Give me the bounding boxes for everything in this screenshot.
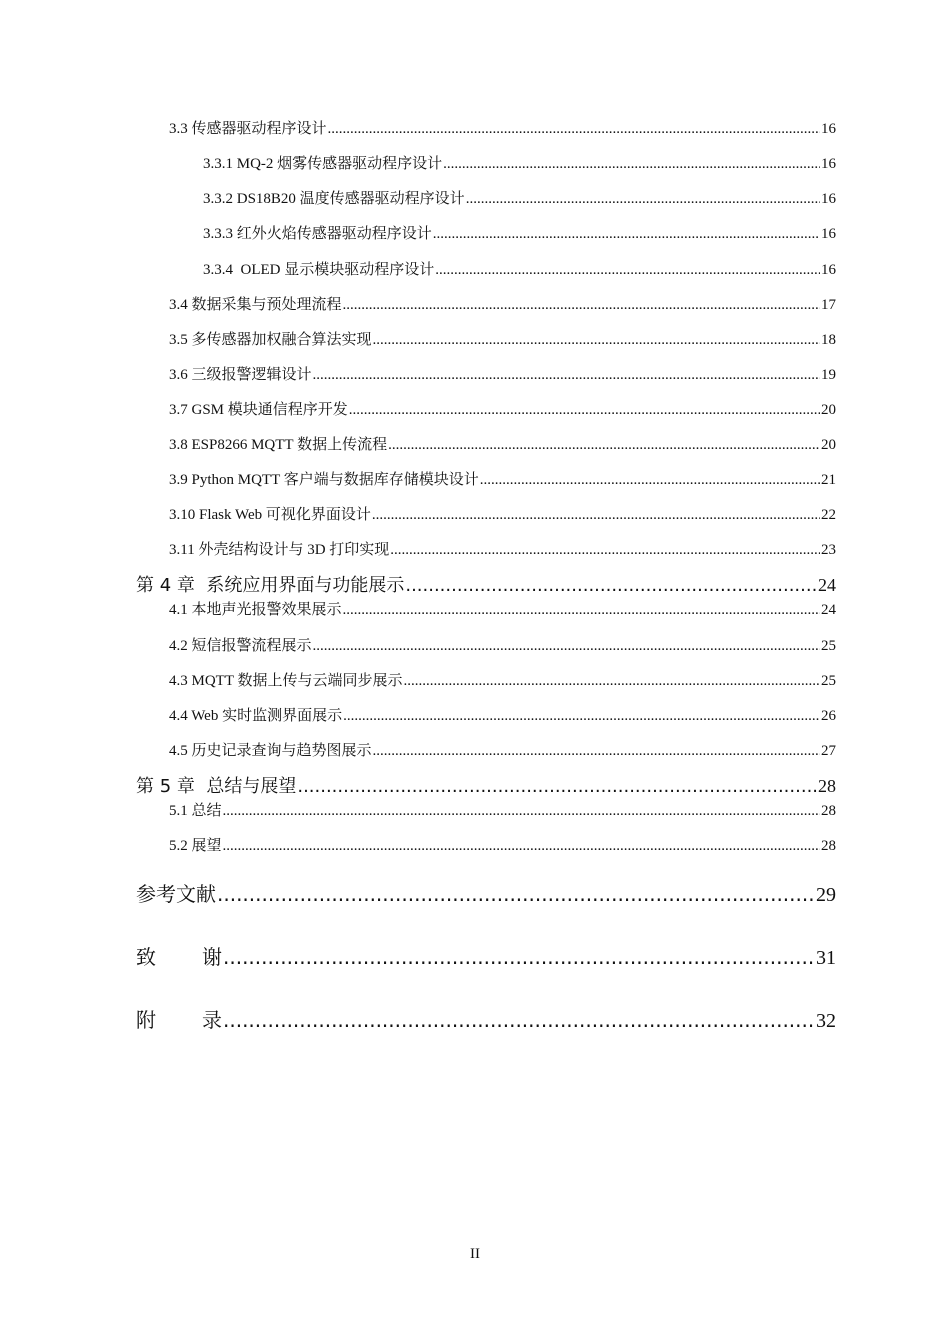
toc-leader [466, 191, 820, 208]
toc-leader [373, 332, 820, 349]
toc-label: 4.3 MQTT 数据上传与云端同步展示 [169, 673, 403, 689]
toc-page: 21 [821, 472, 836, 488]
toc-section-label [136, 941, 222, 970]
toc-leader [388, 437, 820, 454]
toc-page: 24 [821, 602, 836, 618]
toc-label: 3.3.4 OLED 显示模块驱动程序设计 [203, 262, 435, 278]
toc-entry-5-2[interactable] [169, 834, 836, 855]
toc-leader [223, 1008, 815, 1032]
toc-entry-3-3-4[interactable] [203, 258, 836, 279]
toc-page: 16 [821, 121, 836, 137]
toc-label: 5.2 展望 [169, 838, 222, 854]
toc-label: 3.3.2 DS18B20 温度传感器驱动程序设计 [203, 191, 465, 207]
toc-label: 4.1 本地声光报警效果展示 [169, 602, 342, 618]
toc-leader [223, 838, 820, 855]
toc-label: 5.1 总结 [169, 803, 222, 819]
toc-entry-3-11[interactable] [169, 538, 836, 559]
toc-page: 32 [816, 1010, 836, 1032]
toc-label: 4.4 Web 实时监测界面展示 [169, 708, 343, 724]
toc-label-char-2: 谢 [202, 945, 222, 969]
toc-page: 27 [821, 743, 836, 759]
toc-page: 25 [821, 638, 836, 654]
toc-page: 16 [821, 191, 836, 207]
toc-chapter-label: 第 4 章 系统应用界面与功能展示 [136, 575, 405, 596]
toc-entry-3-3-2[interactable] [203, 187, 836, 208]
toc-page: 23 [821, 542, 836, 558]
toc-label: 3.11 外壳结构设计与 3D 打印实现 [169, 542, 390, 558]
toc-leader [217, 882, 815, 906]
toc-page: 19 [821, 367, 836, 383]
toc-label-char-1: 致 [136, 945, 156, 969]
toc-entry-4-4[interactable] [169, 704, 836, 725]
toc-leader [435, 262, 820, 279]
toc-entry-3-10[interactable] [169, 503, 836, 524]
toc-leader [343, 602, 820, 619]
toc-leader [313, 367, 820, 384]
toc-label: 3.3.3 红外火焰传感器驱动程序设计 [203, 226, 432, 242]
toc-label: 3.7 GSM 模块通信程序开发 [169, 402, 348, 418]
toc-leader [443, 156, 820, 173]
toc-leader [433, 226, 820, 243]
toc-label: 3.9 Python MQTT 客户端与数据库存储模块设计 [169, 472, 479, 488]
toc-leader [405, 575, 817, 596]
toc-page: 16 [821, 156, 836, 172]
toc-page: 17 [821, 297, 836, 313]
toc-leader [373, 743, 820, 760]
toc-leader [349, 402, 820, 419]
toc-label: 3.3 传感器驱动程序设计 [169, 121, 327, 137]
toc-label: 4.5 历史记录查询与趋势图展示 [169, 743, 372, 759]
toc-page: 31 [816, 947, 836, 969]
toc-entry-references[interactable] [136, 878, 836, 907]
toc-leader [223, 803, 820, 820]
toc-entry-3-4[interactable] [169, 293, 836, 314]
toc-page: 24 [818, 575, 836, 595]
toc-entry-3-9[interactable] [169, 468, 836, 489]
toc-page: 20 [821, 437, 836, 453]
toc-entry-chapter-4[interactable] [136, 571, 836, 597]
toc-entry-3-5[interactable] [169, 328, 836, 349]
toc-leader [313, 638, 820, 655]
toc-label: 3.3.1 MQ-2 烟雾传感器驱动程序设计 [203, 156, 443, 172]
toc-page: 16 [821, 262, 836, 278]
toc-page: 20 [821, 402, 836, 418]
toc-leader [343, 708, 820, 725]
toc-leader [297, 776, 817, 797]
toc-page: 28 [821, 803, 836, 819]
toc-page: 25 [821, 673, 836, 689]
toc-entry-4-1[interactable] [169, 598, 836, 619]
toc-label-char-2: 录 [202, 1008, 222, 1032]
toc-chapter-label: 第 5 章 总结与展望 [136, 776, 297, 797]
toc-label: 4.2 短信报警流程展示 [169, 638, 312, 654]
toc-page: 29 [816, 884, 836, 906]
toc-label: 3.4 数据采集与预处理流程 [169, 297, 342, 313]
toc-label: 3.5 多传感器加权融合算法实现 [169, 332, 372, 348]
toc-section-label [136, 1004, 222, 1033]
toc-leader [372, 507, 820, 524]
toc-entry-4-2[interactable] [169, 634, 836, 655]
toc-label: 3.10 Flask Web 可视化界面设计 [169, 507, 371, 523]
toc-entry-3-3-3[interactable] [203, 222, 836, 243]
toc-entry-4-5[interactable] [169, 739, 836, 760]
toc-leader [343, 297, 820, 314]
toc-page: 28 [821, 838, 836, 854]
toc-entry-5-1[interactable] [169, 799, 836, 820]
toc-leader [223, 945, 815, 969]
toc-page: 16 [821, 226, 836, 242]
toc-label: 3.8 ESP8266 MQTT 数据上传流程 [169, 437, 388, 453]
toc-page: 22 [821, 507, 836, 523]
toc-entry-3-6[interactable] [169, 363, 836, 384]
toc-section-label: 参考文献 [136, 882, 216, 906]
toc-page: 26 [821, 708, 836, 724]
toc-label-char-1: 附 [136, 1008, 156, 1032]
toc-leader [328, 121, 820, 138]
toc-leader [480, 472, 820, 489]
toc-entry-3-7[interactable] [169, 398, 836, 419]
toc-entry-acknowledgements[interactable] [136, 941, 836, 970]
toc-label: 3.6 三级报警逻辑设计 [169, 367, 312, 383]
toc-entry-chapter-5[interactable] [136, 772, 836, 798]
toc-entry-4-3[interactable] [169, 669, 836, 690]
toc-entry-3-3[interactable] [169, 117, 836, 138]
toc-leader [403, 673, 820, 690]
toc-page: 18 [821, 332, 836, 348]
toc-entry-appendix[interactable] [136, 1004, 836, 1033]
toc-leader [390, 542, 820, 559]
toc-entry-3-8[interactable] [169, 433, 836, 454]
footer-page-number: II [470, 1246, 480, 1262]
toc-entry-3-3-1[interactable] [203, 152, 836, 173]
toc-page: 28 [818, 776, 836, 796]
